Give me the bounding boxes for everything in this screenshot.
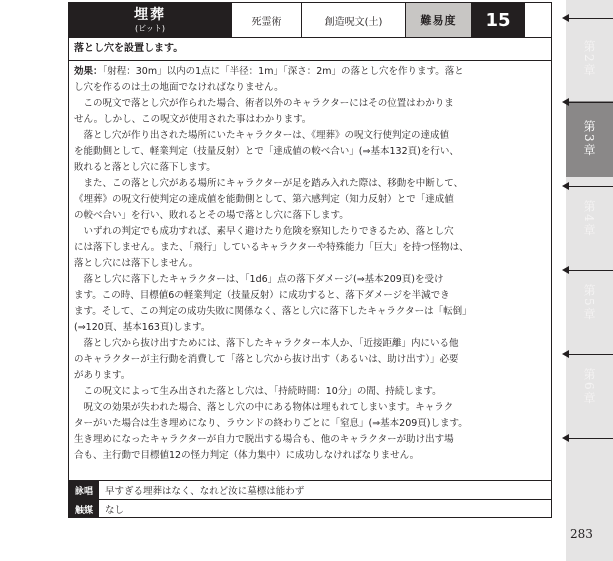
chapter-tab-label: 第6章: [582, 368, 596, 406]
chapter-marker-arrow-icon: [562, 434, 613, 443]
description-line: 落とし穴が作り出された場所にいたキャラクターは、《埋葬》の呪文行使判定の達成値: [74, 130, 450, 141]
description-line: 落とし穴から抜け出すためには、落下したキャラクター本人か、「近接距離」内にいる他: [74, 338, 459, 349]
description-line: (⇒120頁、基本163頁)します。: [74, 322, 211, 333]
difficulty-value: 15: [471, 3, 525, 37]
spell-name-cell: [69, 3, 231, 37]
description-line: 敗れると落とし穴に落下します。: [74, 162, 216, 173]
description-line: ターがいた場合は生き埋めになり、ラウンドの終わりごとに「窒息」(⇒基本209頁)します。: [74, 418, 468, 429]
spell-description: [74, 64, 547, 464]
spell-summary: 落とし穴を設置します。: [74, 43, 184, 54]
spell-header: [69, 3, 551, 37]
chapter-marker-arrow-icon: [562, 182, 613, 191]
spell-name: 埋葬: [134, 6, 166, 23]
description-line: また、この落とし穴がある場所にキャラクターが足を踏み入れた際は、移動を中断して、: [74, 178, 464, 189]
chapter-index: [566, 0, 613, 561]
description-line: 呪文の効果が失われた場合、落とし穴の中にある物体は埋もれてしまいます。キャラク: [74, 402, 454, 413]
chapter-tab-5[interactable]: [566, 265, 613, 341]
description-line: には落下しません。また、「飛行」しているキャラクターや特殊能力「巨大」を持つ怪物は、: [74, 242, 469, 253]
chapter-tab-label: 第4章: [582, 200, 596, 238]
description-line: 合も、主行動で目標値12の怪力判定（体力集中）に成功しなければなりません。: [74, 450, 420, 461]
summary-divider: [69, 60, 551, 61]
chapter-marker-arrow-icon: [562, 98, 613, 107]
chapter-tab-2[interactable]: [566, 21, 613, 97]
description-line: ます。この時、目標値6の軽業判定（技量反射）に成功すると、落下ダメージを半減でき: [74, 290, 450, 301]
chant-row: [69, 481, 551, 499]
chapter-tab-4[interactable]: [566, 181, 613, 257]
page-number: 283: [570, 527, 593, 541]
description-line: があります。: [74, 370, 131, 381]
difficulty-label: 難易度: [405, 3, 471, 37]
description-line: し穴を作るのは土の地面でなければなりません。: [74, 82, 284, 93]
description-line: 効果：「射程：30m」以内の1点に「半径：1m」「深さ：2m」の落とし穴を作ります。落と: [74, 66, 464, 77]
chapter-tab-label: 第2章: [582, 40, 596, 78]
catalyst-text: なし: [105, 505, 125, 516]
chant-text: 早すぎる埋葬はなく、なれど汝に墓標は能わず: [105, 486, 305, 497]
chapter-marker-arrow-icon: [562, 350, 613, 359]
chapter-tab-3[interactable]: [566, 101, 613, 177]
header-divider: [69, 37, 551, 38]
chapter-tab-label: 第3章: [582, 120, 596, 158]
description-line: を能動側として、軽業判定（技量反射）とで「達成値の較べ合い」(⇒基本132頁)を行い、: [74, 146, 459, 157]
description-line: 落とし穴には落下しません。: [74, 258, 199, 269]
description-line: 《埋葬》の呪文行使判定の達成値を能動側として、第六感判定（知力反射）とで「達成値: [74, 194, 454, 205]
chant-label: 詠唱: [69, 481, 99, 499]
description-line: この呪文で落とし穴が作られた場合、術者以外のキャラクターにはその位置はわかりま: [74, 98, 454, 109]
description-line: この呪文によって生み出された落とし穴は、「持続時間：10分」の間、持続します。: [74, 386, 442, 397]
spell-type: 死霊術: [231, 3, 301, 37]
description-line: 生き埋めになったキャラクターが自力で脱出する場合も、他のキャラクターが助け出す場: [74, 434, 454, 445]
description-line: 落とし穴に落下したキャラクターは、「1d6」点の落下ダメージ(⇒基本209頁)を受け: [74, 274, 444, 285]
chapter-tab-label: 第5章: [582, 284, 596, 322]
description-line: いずれの判定でも成功すれば、素早く避けたり危険を察知したりできるため、落とし穴: [74, 226, 454, 237]
spell-reading: (ビット): [135, 23, 165, 33]
catalyst-label: 触媒: [69, 500, 99, 518]
description-line: せん。しかし、この呪文が使用された事はわかります。: [74, 114, 312, 125]
description-line: ます。そして、この判定の成功失敗に関係なく、落とし穴に落下したキャラクターは「転倒」: [74, 306, 472, 317]
effect-label: 効果：: [74, 66, 103, 77]
spell-card: [68, 2, 552, 518]
chapter-marker-arrow-icon: [562, 266, 613, 275]
chapter-marker-arrow-icon: [562, 14, 613, 23]
chapter-tab-6[interactable]: [566, 349, 613, 425]
catalyst-row: [69, 500, 551, 518]
spell-category: 創造呪文(土): [301, 3, 405, 37]
description-line: のキャラクターが主行動を消費して「落とし穴から抜け出す（あるいは、助け出す）」必要: [74, 354, 459, 365]
description-line: の較べ合い」を行い、敗れるとその場で落とし穴に落下します。: [74, 210, 349, 221]
